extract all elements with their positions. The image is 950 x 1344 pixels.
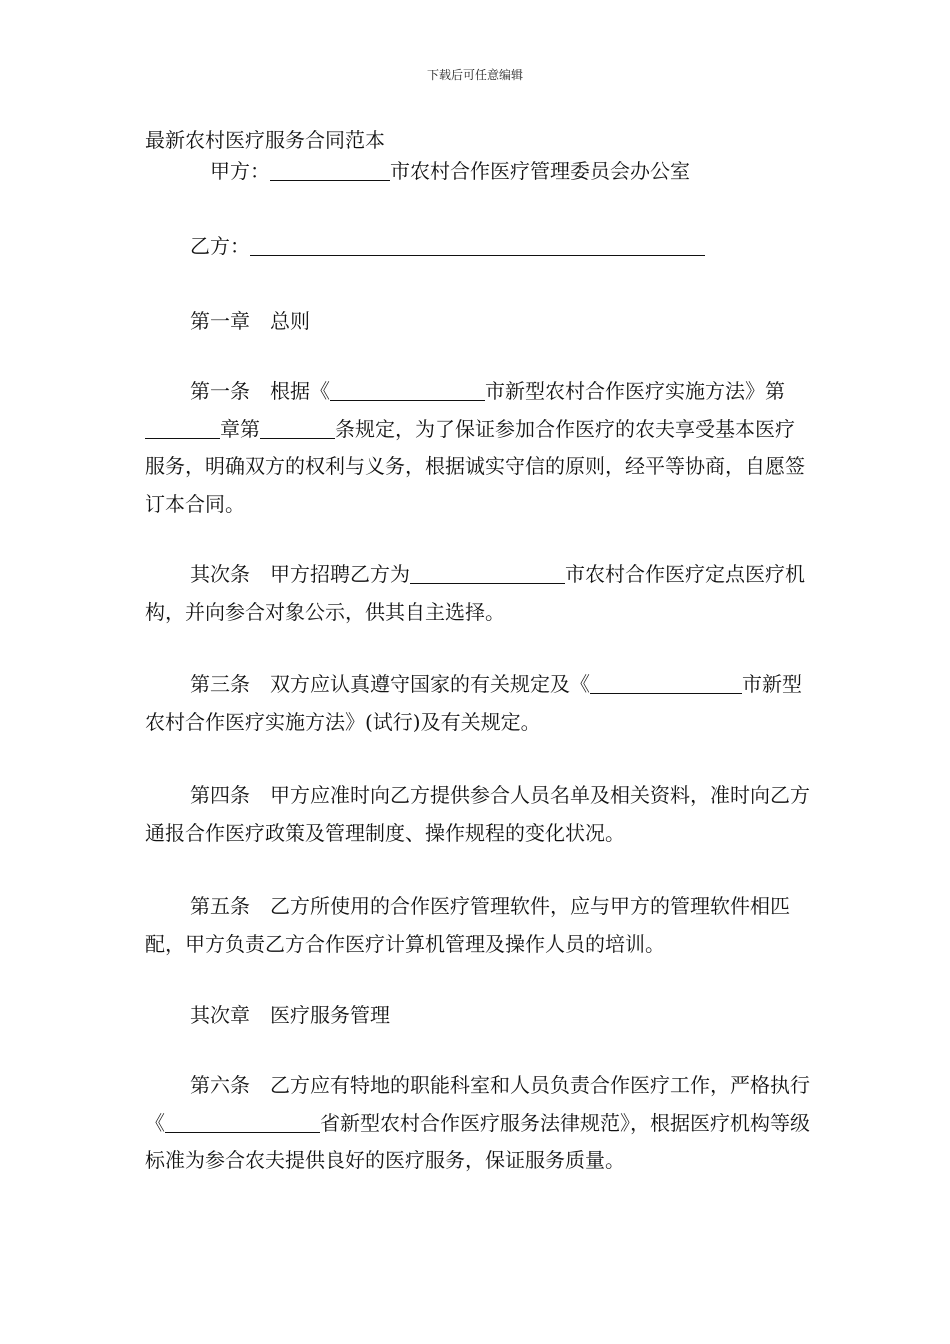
article-6-text-1: 乙方应有特地的职能科室和人员负责合作医疗工作，严格执行《 (145, 1073, 810, 1135)
party-a-suffix: 市农村合作医疗管理委员会办公室 (390, 159, 690, 183)
article-6 (145, 1067, 810, 1180)
article-4-text: 甲方应准时向乙方提供参合人员名单及相关资料，准时向乙方通报合作医疗政策及管理制度、操作规程的变化状况。 (145, 783, 810, 845)
article-4-number: 第四条 (190, 783, 250, 807)
article-2-text-1: 甲方招聘乙方为 (270, 562, 410, 586)
article-3-text-2: 市新型农村合作医疗实施方法》(试行)及有关规定。 (145, 672, 802, 734)
article-2 (145, 556, 810, 631)
chapter-1-number: 第一章 (190, 309, 250, 333)
article-3 (145, 666, 810, 741)
article-1-number: 第一条 (190, 379, 250, 403)
article-1-text-1: 根据《 (270, 379, 330, 403)
document-title: 最新农村医疗服务合同范本 (145, 128, 385, 152)
article-2-blank (410, 561, 565, 584)
article-2-number: 其次条 (190, 562, 250, 586)
party-a-label: 甲方： (210, 159, 270, 183)
article-6-blank (165, 1110, 320, 1133)
party-a-line (210, 156, 690, 186)
article-2-text-2: 市农村合作医疗定点医疗机构，并向参合对象公示，供其自主选择。 (145, 562, 805, 624)
article-5-text: 乙方所使用的合作医疗管理软件，应与甲方的管理软件相匹配，甲方负责乙方合作医疗计算机管理及操作人员的培训。 (145, 894, 790, 956)
article-1-text-2: 市新型农村合作医疗实施方法》第 (485, 379, 785, 403)
article-4 (145, 777, 810, 852)
article-3-blank (590, 671, 742, 694)
article-6-text-2: 省新型农村合作医疗服务法律规范》，根据医疗机构等级标准为参合农夫提供良好的医疗服务，保证服务质量。 (145, 1110, 810, 1172)
article-5-number: 第五条 (190, 894, 250, 918)
article-1-text-4: 条规定，为了保证参加合作医疗的农夫享受基本医疗服务，明确双方的权利与义务，根据诚实守信的原则，经平等协商，自愿签订本合同。 (145, 416, 805, 516)
chapter-2-number: 其次章 (190, 1003, 250, 1027)
article-3-text-1: 双方应认真遵守国家的有关规定及《 (270, 672, 590, 696)
party-a-blank (270, 158, 390, 181)
page-header: 下载后可任意编辑 (426, 68, 523, 82)
party-b-blank (250, 233, 705, 256)
chapter-1-heading (190, 306, 310, 336)
chapter-1-name: 总则 (270, 309, 310, 333)
party-b-line (190, 231, 705, 261)
article-1 (145, 373, 810, 523)
party-b-label: 乙方： (190, 234, 250, 258)
article-1-blank-1 (330, 378, 485, 401)
chapter-2-heading (190, 1000, 390, 1030)
article-1-text-3: 章第 (220, 416, 260, 441)
article-1-blank-2 (145, 416, 220, 439)
article-5 (145, 888, 810, 963)
article-3-number: 第三条 (190, 672, 250, 696)
article-1-blank-3 (260, 416, 335, 439)
article-6-number: 第六条 (190, 1073, 250, 1097)
chapter-2-name: 医疗服务管理 (270, 1003, 390, 1027)
